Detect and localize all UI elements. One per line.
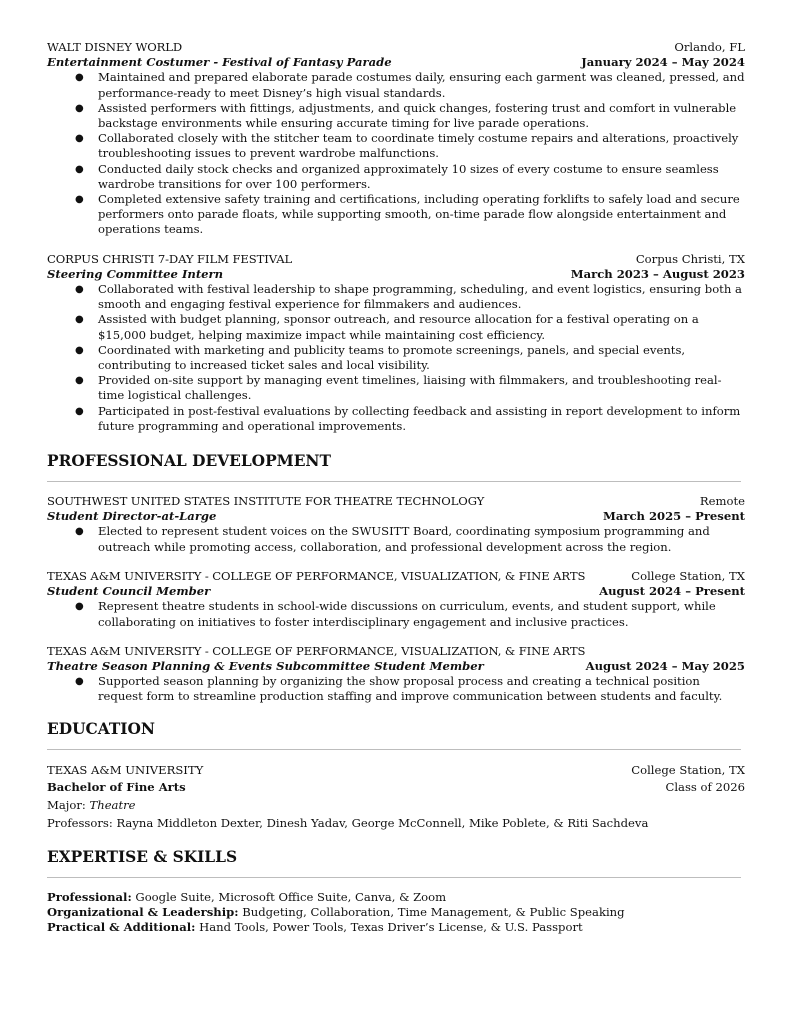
bullet-list xyxy=(47,70,745,237)
role-title: Student Council Member xyxy=(47,584,211,599)
bullet-item: ● Assisted performers with fittings, adjustments, and quick changes, fostering trust and comfort in vulnerable backstage environments while ensuring accurate timing for live parade operations. xyxy=(47,101,745,131)
skill-value: Budgeting, Collaboration, Time Management, & Public Speaking xyxy=(238,904,625,919)
role-title: Steering Committee Intern xyxy=(47,266,224,281)
skills-list xyxy=(47,890,745,935)
education-entry xyxy=(47,762,745,833)
school-name: TEXAS A&M UNIVERSITY xyxy=(47,762,204,777)
role-title: Entertainment Costumer - Festival of Fantasy Parade xyxy=(47,55,392,70)
org-location: College Station, TX xyxy=(631,568,745,583)
section-title-professional-development: PROFESSIONAL DEVELOPMENT xyxy=(47,452,331,471)
experience-entry-film-festival xyxy=(47,252,745,434)
skill-row xyxy=(47,905,745,920)
degree: Bachelor of Fine Arts xyxy=(47,780,186,795)
org-name: SOUTHWEST UNITED STATES INSTITUTE FOR THEATRE TECHNOLOGY xyxy=(47,494,485,509)
org-location: Remote xyxy=(699,494,745,509)
pd-entry-swusitt xyxy=(47,494,745,555)
section-title-education: EDUCATION xyxy=(47,719,155,738)
role-dates: March 2025 – Present xyxy=(602,509,745,524)
experience-entry-disney xyxy=(47,40,745,238)
org-name: CORPUS CHRISTI 7-DAY FILM FESTIVAL xyxy=(47,251,293,266)
bullet-list xyxy=(47,282,745,434)
bullet-item: ● Provided on-site support by managing event timelines, liaising with filmmakers, and troubleshooting real-time logistical challenges. xyxy=(47,373,745,403)
bullet-item: ● Supported season planning by organizing the show proposal process and creating a technical position request form to streamline production staffing and improve communication between students and faculty. xyxy=(47,674,745,704)
school-location: College Station, TX xyxy=(631,762,745,777)
org-name: TEXAS A&M UNIVERSITY - COLLEGE OF PERFORMANCE, VISUALIZATION, & FINE ARTS xyxy=(47,568,586,583)
org-location: Corpus Christi, TX xyxy=(635,251,745,266)
pd-entry-student-council xyxy=(47,569,745,630)
class-year: Class of 2026 xyxy=(665,780,745,795)
role-title: Student Director-at-Large xyxy=(47,509,217,524)
bullet-item: ● Collaborated closely with the stitcher team to coordinate timely costume repairs and alterations, proactively troubleshooting issues to prevent wardrobe malfunctions. xyxy=(47,131,745,161)
bullet-list xyxy=(47,524,745,554)
bullet-item: ● Elected to represent student voices on the SWUSITT Board, coordinating symposium programming and outreach while promoting access, collaboration, and professional development across the region. xyxy=(47,524,745,554)
major-label: Major: xyxy=(47,798,90,813)
bullet-item: ● Conducted daily stock checks and organized approximately 10 sizes of every costume to ensure seamless wardrobe transitions for over 100 performers. xyxy=(47,162,745,192)
role-title: Theatre Season Planning & Events Subcommittee Student Member xyxy=(47,658,484,673)
skill-value: Google Suite, Microsoft Office Suite, Canva, & Zoom xyxy=(131,889,447,904)
section-divider xyxy=(47,749,741,750)
bullet-item: ● Represent theatre students in school-wide discussions on curriculum, events, and student support, while collaborating on initiatives to foster interdisciplinary engagement and inclusive practices. xyxy=(47,599,745,629)
skill-value: Hand Tools, Power Tools, Texas Driver’s License, & U.S. Passport xyxy=(195,919,583,934)
role-dates: August 2024 – May 2025 xyxy=(585,658,745,673)
skill-row xyxy=(47,920,745,935)
org-location: Orlando, FL xyxy=(674,40,745,54)
bullet-item: ● Assisted with budget planning, sponsor outreach, and resource allocation for a festival operating on a $15,000 budget, helping maximize impact while maintaining cost efficiency. xyxy=(47,312,745,342)
major-value: Theatre xyxy=(89,798,136,813)
skill-label: Organizational & Leadership: xyxy=(47,904,239,919)
major-line xyxy=(47,797,745,815)
bullet-item: ● Coordinated with marketing and publicity teams to promote screenings, panels, and special events, contributing to increased ticket sales and local visibility. xyxy=(47,343,745,373)
section-divider xyxy=(47,481,741,482)
section-divider xyxy=(47,877,741,878)
role-dates: January 2024 – May 2024 xyxy=(581,55,745,70)
bullet-list xyxy=(47,674,745,704)
skill-label: Professional: xyxy=(47,889,132,904)
bullet-item: ● Participated in post-festival evaluations by collecting feedback and assisting in report development to inform future programming and operational improvements. xyxy=(47,404,745,434)
skill-row xyxy=(47,890,745,905)
bullet-item: ● Maintained and prepared elaborate parade costumes daily, ensuring each garment was cleaned, pressed, and performance-ready to meet Disney’s high visual standards. xyxy=(47,70,745,100)
bullet-list xyxy=(47,599,745,629)
role-dates: August 2024 – Present xyxy=(599,584,745,599)
bullet-item: ● Collaborated with festival leadership to shape programming, scheduling, and event logistics, ensuring both a smooth and engaging festival experience for filmmakers and audiences. xyxy=(47,282,745,312)
org-name: TEXAS A&M UNIVERSITY - COLLEGE OF PERFORMANCE, VISUALIZATION, & FINE ARTS xyxy=(47,643,586,658)
bullet-item: ● Completed extensive safety training and certifications, including operating forklifts to safely load and secure performers onto parade floats, while supporting smooth, on-time parade flow alongside entertainment and operations teams. xyxy=(47,192,745,238)
professors-line: Professors: Rayna Middleton Dexter, Dinesh Yadav, George McConnell, Mike Poblete, & Riti Sachdeva xyxy=(47,815,649,830)
role-dates: March 2023 – August 2023 xyxy=(570,266,745,281)
org-name: WALT DISNEY WORLD xyxy=(47,40,183,54)
resume-page xyxy=(47,40,745,935)
skill-label: Practical & Additional: xyxy=(47,919,196,934)
section-title-skills: EXPERTISE & SKILLS xyxy=(47,847,238,866)
pd-entry-season-planning xyxy=(47,644,745,705)
